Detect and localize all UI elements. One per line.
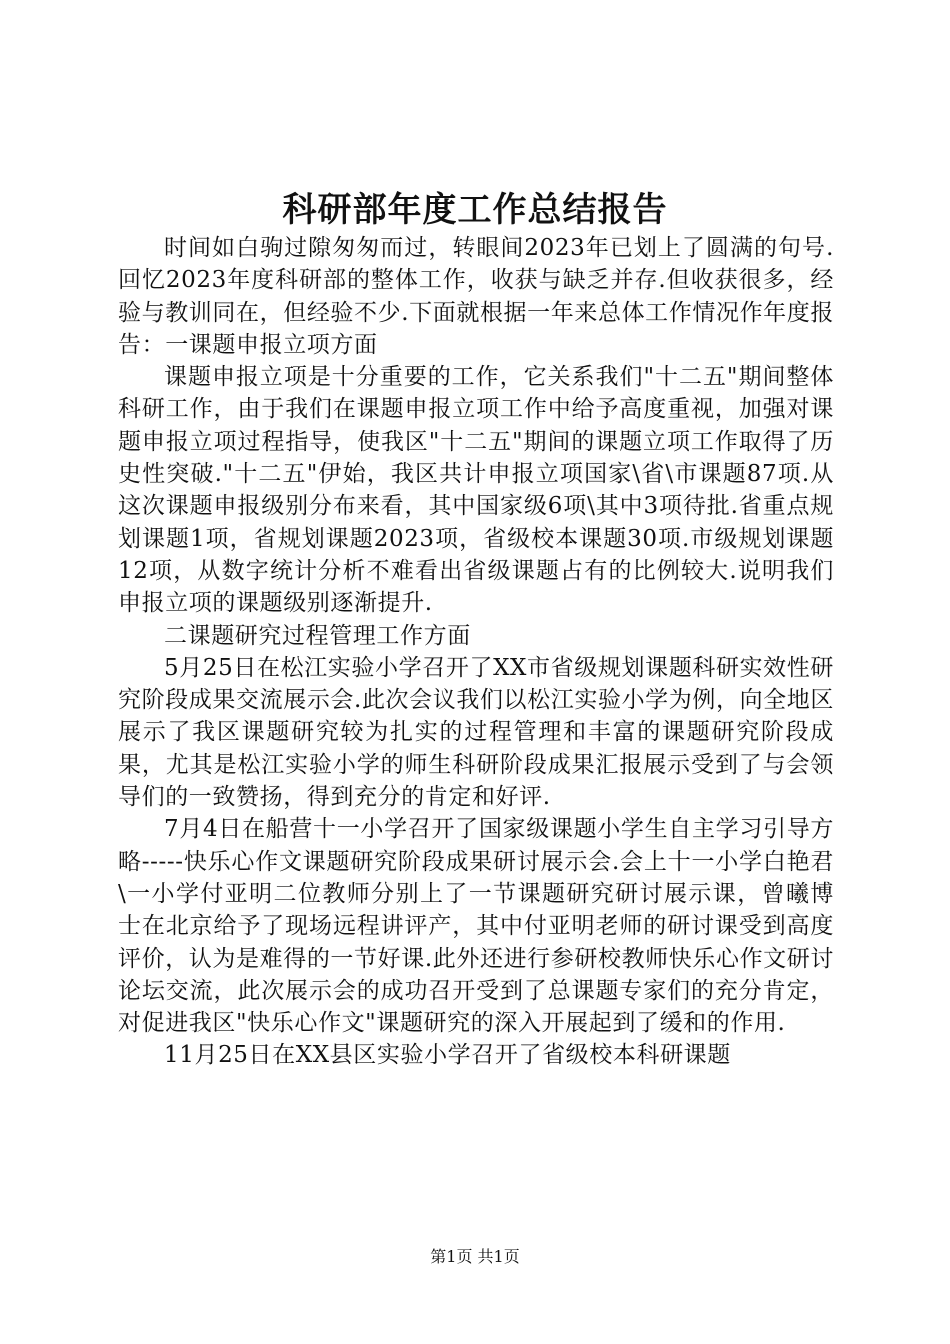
paragraph-july-meeting: 7月4日在船营十一小学召开了国家级课题小学生自主学习引导方略-----快乐心作文课题研究阶段成果研讨展示会.会上十一小学白艳君\一小学付亚明二位教师分别上了一节课题研究研讨展示课，曾曦博士在北京给予了现场远程讲评产，其中付亚明老师的研讨课受到高度评价，认为是难得的一节好课.此外还进行参研校教师快乐心作文研讨论坛交流，此次展示会的成功召开受到了总课题专家们的充分肯定，对促进我区"快乐心作文"课题研究的深入开展起到了缓和的作用. bbox=[118, 816, 834, 1037]
paragraph-project-application: 课题申报立项是十分重要的工作，它关系我们"十二五"期间整体科研工作，由于我们在课题申报立项工作中给予高度重视，加强对课题申报立项过程指导，使我区"十二五"期间的课题立项工作取得了历史性突破."十二五"伊始，我区共计申报立项国家\省\市课题87项.从这次课题申报级别分布来看，其中国家级6项\其中3项待批.省重点规划课题1项，省规划课题2023项，省级校本课题30项.市级规划课题12项，从数字统计分析不难看出省级课题占有的比例较大.说明我们申报立项的课题级别逐渐提升. bbox=[118, 364, 834, 617]
page-footer: 第1页 共1页 bbox=[430, 1247, 520, 1266]
document-body bbox=[118, 232, 834, 1072]
paragraph-november-meeting: 11月25日在XX县区实验小学召开了省级校本科研课题 bbox=[164, 1042, 731, 1069]
paragraph-may-meeting: 5月25日在松江实验小学召开了XX市省级规划课题科研实效性研究阶段成果交流展示会.此次会议我们以松江实验小学为例，向全地区展示了我区课题研究较为扎实的过程管理和丰富的课题研究阶段成果，尤其是松江实验小学的师生科研阶段成果汇报展示受到了与会领导们的一致赞扬，得到充分的肯定和好评. bbox=[118, 654, 834, 811]
page-title: 科研部年度工作总结报告 bbox=[282, 190, 668, 230]
paragraph-intro: 时间如白驹过隙匆匆而过，转眼间2023年已划上了圆满的句号.回忆2023年度科研部的整体工作，收获与缺乏并存.但收获很多，经验与教训同在，但经验不少.下面就根据一年来总体工作情况作年度报告：一课题申报立项方面 bbox=[118, 235, 834, 358]
section-heading-process-management: 二课题研究过程管理工作方面 bbox=[164, 622, 471, 649]
